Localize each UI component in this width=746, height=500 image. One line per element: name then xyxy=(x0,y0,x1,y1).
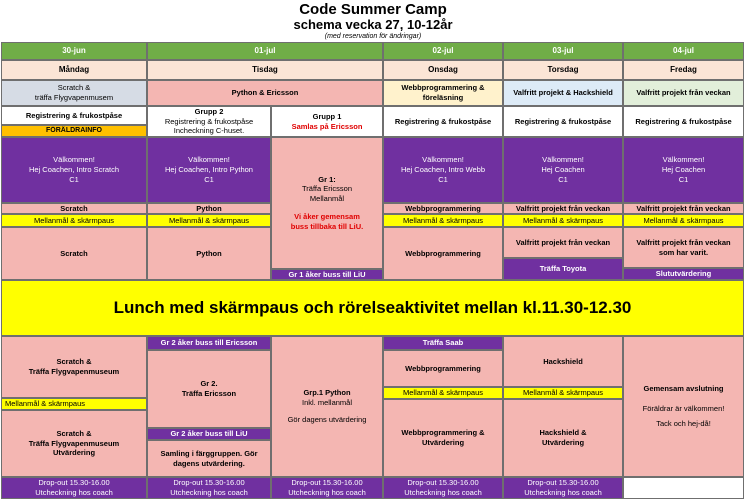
welcome-mon xyxy=(1,137,147,203)
date-fri: 04-jul xyxy=(623,42,744,60)
pm-mon-2-line2: Träffa Flygvapenmuseum xyxy=(28,438,120,448)
pm-tue-end-line2: dagens utvärdering. xyxy=(173,458,245,468)
gr1-line2: Mellanmål xyxy=(309,194,345,204)
pm-wed-2 xyxy=(383,399,503,477)
dropout-wed-line2: Utcheckning hos coach xyxy=(404,488,482,497)
dropout-wed-line1: Drop-out 15.30-16.00 xyxy=(407,478,479,488)
grupp1-meet: Samlas på Ericsson xyxy=(291,121,363,131)
welcome-fri-line1: Välkommen! xyxy=(662,155,705,165)
pm-mon-1-line2: Träffa Flygvapenmuseum xyxy=(28,367,120,376)
pm-wed-1: Webbprogrammering xyxy=(383,350,503,387)
day-fri: Fredag xyxy=(623,60,744,80)
am2-thu-toyota: Träffa Toyota xyxy=(503,258,623,280)
pm-fri xyxy=(623,336,744,477)
pm-wed-2-line2: Utvärdering xyxy=(421,438,465,447)
reg-thu: Registrering & frukostpåse xyxy=(503,106,623,137)
pm-tue-gr2-line2: Träffa Ericsson xyxy=(181,389,237,398)
subject-mon: Scratch xyxy=(1,203,147,214)
topic-thu: Valfritt projekt & Hackshield xyxy=(503,80,623,106)
welcome-thu xyxy=(503,137,623,203)
gr1-title: Gr 1: xyxy=(318,174,336,184)
welcome-fri xyxy=(623,137,744,203)
dropout-thu-line1: Drop-out 15.30-16.00 xyxy=(527,478,599,488)
welcome-fri-line3: C1 xyxy=(678,174,689,184)
welcome-fri-line2: Hej Coachen xyxy=(661,165,706,175)
welcome-wed-line2: Hej Coachen, Intro Webb xyxy=(400,165,486,175)
foraldrainfo-label: FÖRÄLDRAINFO xyxy=(1,125,147,137)
pm-wed-snack: Mellanmål & skärmpaus xyxy=(383,387,503,399)
gr1-ericsson-block xyxy=(271,137,383,269)
dropout-fri-empty xyxy=(623,477,744,499)
welcome-tue xyxy=(147,137,271,203)
pm-grp1-line2: Inkl. mellanmål xyxy=(301,398,353,408)
dropout-tue-gr2-line1: Drop-out 15.30-16.00 xyxy=(173,478,245,488)
snack-tue: Mellanmål & skärmpaus xyxy=(147,214,271,227)
reg-fri: Registrering & frukostpåse xyxy=(623,106,744,137)
pm-grp1-eval: Gör dagens utvärdering xyxy=(287,414,367,424)
grupp1-title: Grupp 1 xyxy=(312,111,342,121)
grupp2-line2: Incheckning C-huset. xyxy=(173,126,245,136)
dropout-wed xyxy=(383,477,503,499)
reg-wed: Registrering & frukostpåse xyxy=(383,106,503,137)
schedule-note: (med reservation för ändringar) xyxy=(324,33,422,40)
topic-mon-line1: Scratch & xyxy=(57,83,91,93)
day-thu: Torsdag xyxy=(503,60,623,80)
date-tue: 01-jul xyxy=(147,42,383,60)
am2-wed: Webbprogrammering xyxy=(383,227,503,280)
welcome-tue-line1: Välkommen! xyxy=(188,155,230,165)
grupp2-line1: Registrering & frukostpåse xyxy=(164,116,254,126)
pm-tue-bus-liu: Gr 2 åker buss till LiU xyxy=(147,428,271,440)
welcome-thu-line3: C1 xyxy=(558,174,568,184)
dropout-tue-gr1-line2: Utcheckning hos coach xyxy=(288,488,366,497)
pm-fri-line1: Föräldrar är välkommen! xyxy=(642,403,725,413)
snack-fri: Mellanmål & skärmpaus xyxy=(623,214,744,227)
lunch-banner: Lunch med skärmpaus och rörelseaktivitet mellan kl.11.30-12.30 xyxy=(1,280,744,336)
dropout-mon-line2: Utcheckning hos coach xyxy=(35,488,113,497)
pm-tue-end xyxy=(147,440,271,477)
pm-mon-snack: Mellanmål & skärmpaus xyxy=(1,398,147,410)
dropout-thu xyxy=(503,477,623,499)
pm-thu-2-line2: Utvärdering xyxy=(541,438,585,447)
pm-mon-1 xyxy=(1,336,147,398)
subject-fri: Valfritt projekt från veckan xyxy=(623,203,744,214)
welcome-thu-line2: Hej Coachen xyxy=(541,165,585,175)
welcome-tue-line2: Hej Coachen, Intro Python xyxy=(165,165,253,175)
grupp2-title: Grupp 2 xyxy=(194,106,224,116)
pm-thu-1: Hackshield xyxy=(503,336,623,387)
dropout-mon xyxy=(1,477,147,499)
welcome-mon-line1: Välkommen! xyxy=(53,155,95,165)
am2-fri-eval: Slututvärdering xyxy=(623,268,744,280)
gr1-bus-liu: Gr 1 åker buss till LiU xyxy=(271,269,383,280)
dropout-tue-gr2 xyxy=(147,477,271,499)
welcome-wed-line3: C1 xyxy=(438,174,448,184)
date-mon: 30-jun xyxy=(1,42,147,60)
am2-fri-line1: Valfritt projekt från veckan xyxy=(636,237,731,247)
am2-fri xyxy=(623,227,744,268)
pm-thu-snack: Mellanmål & skärmpaus xyxy=(503,387,623,399)
dropout-tue-gr1-line1: Drop-out 15.30-16.00 xyxy=(291,478,363,488)
welcome-mon-line2: Hej Coachen, Intro Scratch xyxy=(28,165,120,175)
pm-tue-end-line1: Samling i färggruppen. Gör xyxy=(160,448,258,458)
am2-mon: Scratch xyxy=(1,227,147,280)
date-thu: 03-jul xyxy=(503,42,623,60)
topic-mon-line2: träffa Flygvapenmusem xyxy=(34,93,114,102)
reg-mon: Registrering & frukostpåse xyxy=(1,106,147,125)
snack-mon: Mellanmål & skärmpaus xyxy=(1,214,147,227)
pm-mon-1-line1: Scratch & xyxy=(56,357,92,367)
grupp2-registration xyxy=(147,106,271,137)
grupp1-registration xyxy=(271,106,383,137)
topic-wed-line2: föreläsning xyxy=(422,93,464,102)
am2-fri-line2: som har varit. xyxy=(658,247,709,257)
dropout-tue-gr1 xyxy=(271,477,383,499)
am2-tue: Python xyxy=(147,227,271,280)
topic-fri: Valfritt projekt från veckan xyxy=(623,80,744,106)
pm-wed-2-line1: Webbprogrammering & xyxy=(401,428,485,438)
snack-thu: Mellanmål & skärmpaus xyxy=(503,214,623,227)
welcome-tue-line3: C1 xyxy=(204,174,214,184)
schedule-title: Code Summer Camp xyxy=(299,1,447,18)
gr1-bus-line2: buss tillbaka till LiU. xyxy=(290,221,364,231)
date-wed: 02-jul xyxy=(383,42,503,60)
pm-mon-2 xyxy=(1,410,147,477)
subject-thu: Valfritt projekt från veckan xyxy=(503,203,623,214)
dropout-thu-line2: Utcheckning hos coach xyxy=(524,488,602,497)
am2-thu: Valfritt projekt från veckan xyxy=(503,227,623,258)
topic-wed-line1: Webbprogrammering & xyxy=(401,83,485,93)
pm-mon-2-line3: Utvärdering xyxy=(52,448,96,458)
day-wed: Onsdag xyxy=(383,60,503,80)
pm-thu-2 xyxy=(503,399,623,477)
pm-fri-line2: Tack och hej-då! xyxy=(656,419,711,429)
dropout-tue-gr2-line2: Utcheckning hos coach xyxy=(170,488,248,497)
day-mon: Måndag xyxy=(1,60,147,80)
pm-grp1-line1: Grp.1 Python xyxy=(303,388,351,398)
pm-tue-gr2 xyxy=(147,350,271,428)
pm-thu-2-line1: Hackshield & xyxy=(539,428,587,438)
gr1-line1: Träffa Ericsson xyxy=(301,184,353,194)
pm-mon-2-line1: Scratch & xyxy=(56,428,92,438)
welcome-wed xyxy=(383,137,503,203)
welcome-wed-line1: Välkommen! xyxy=(422,155,464,165)
topic-wed xyxy=(383,80,503,106)
pm-wed-saab: Träffa Saab xyxy=(383,336,503,350)
dropout-mon-line1: Drop-out 15.30-16.00 xyxy=(38,478,110,488)
subject-tue: Python xyxy=(147,203,271,214)
snack-wed: Mellanmål & skärmpaus xyxy=(383,214,503,227)
gr1-bus-line1: Vi åker gemensam xyxy=(294,211,360,221)
schedule-grid xyxy=(1,42,744,499)
schedule-subtitle: schema vecka 27, 10-12år xyxy=(293,17,453,32)
pm-grp1 xyxy=(271,336,383,477)
welcome-thu-line1: Välkommen! xyxy=(542,155,584,165)
topic-tue: Python & Ericsson xyxy=(147,80,383,106)
topic-mon xyxy=(1,80,147,106)
pm-fri-title: Gemensam avslutning xyxy=(643,383,724,393)
pm-tue-gr2-line1: Gr 2. xyxy=(200,379,218,389)
day-tue: Tisdag xyxy=(147,60,383,80)
welcome-mon-line3: C1 xyxy=(69,174,79,184)
pm-tue-bus-ericsson: Gr 2 åker buss till Ericsson xyxy=(147,336,271,350)
subject-wed: Webbprogrammering xyxy=(383,203,503,214)
